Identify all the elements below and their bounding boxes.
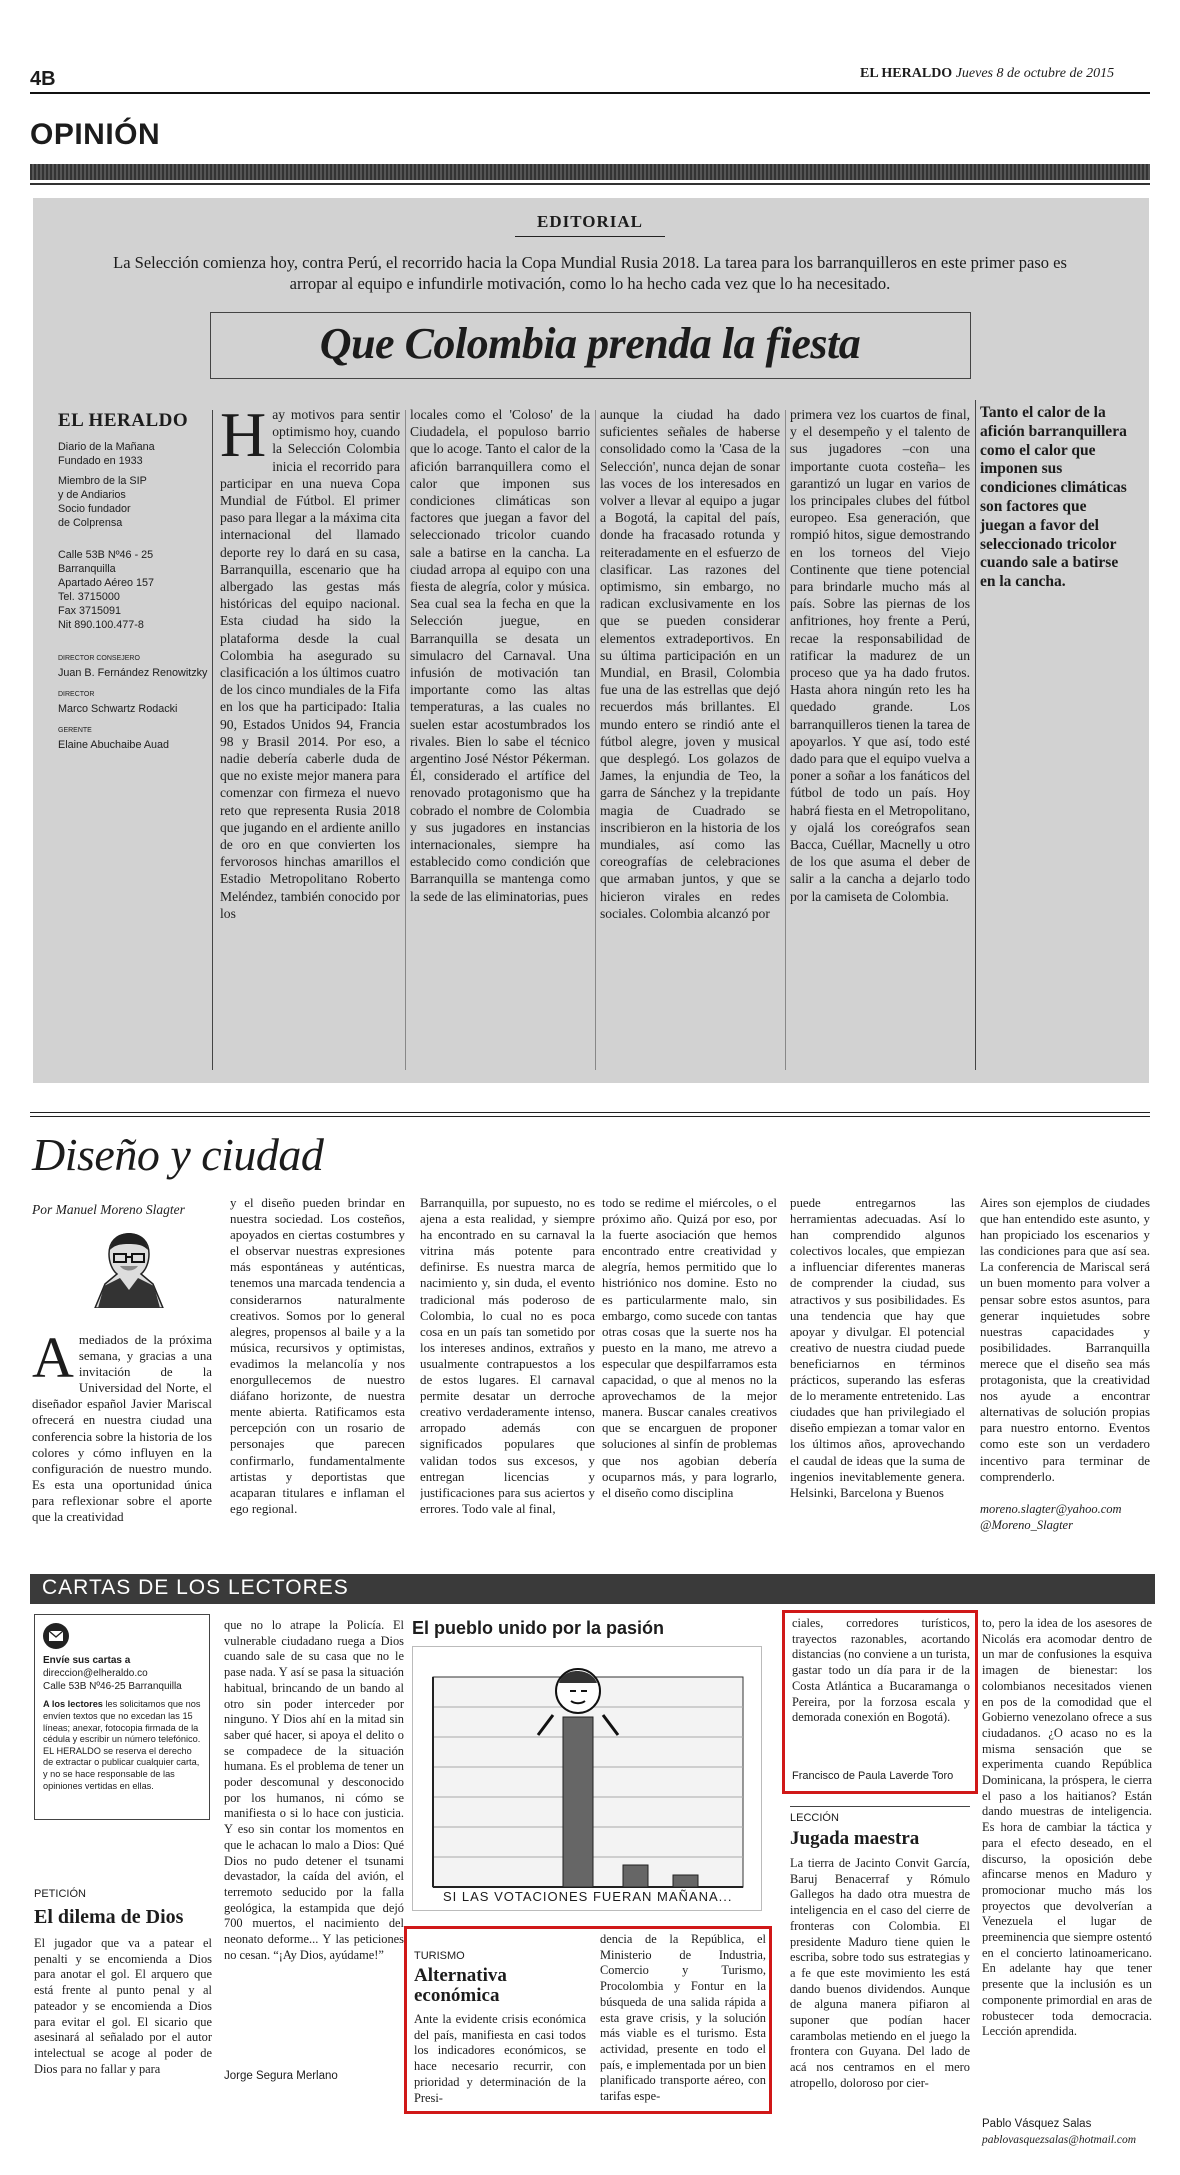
author-email[interactable]: moreno.slagter@yahoo.com bbox=[980, 1502, 1122, 1516]
masthead-line: de Colprensa bbox=[58, 517, 123, 529]
editorial-kicker: EDITORIAL bbox=[537, 212, 643, 231]
editorial-pullquote: Tanto el calor de la afición barranquillera como el calor que imponen sus condiciones climáticas son factores que juegan a favor del seleccionado tricolor cuando sale a batirse en la cancha. bbox=[980, 404, 1127, 591]
letter3-kicker: LECCIÓN bbox=[790, 1812, 839, 1824]
masthead-role: DIRECTOR CONSEJERO bbox=[58, 655, 140, 662]
political-cartoon bbox=[412, 1646, 762, 1911]
submission-box bbox=[34, 1614, 210, 1820]
letter3-body-a: La tierra de Jacinto Convit García, Baruj Benacerraf y Rómulo Gallegos ha dado otra muestra de inteligencia en el caso del cierre de fronteras con Colombia. El presidente Maduro tiene quien le escriba, sobre todo sus estrategias y a fe que este movimiento les está dando buenos dividendos. Aunque de alguna manera pifiaron al suponer que podían hacer carambolas metiendo en el juego la frontera con Guyana. Del lado de acá nos centramos en el mero atropello, doloroso por cier- bbox=[790, 1856, 970, 2090]
letter2-signature: Francisco de Paula Laverde Toro bbox=[792, 1770, 954, 1782]
author-portrait bbox=[88, 1226, 170, 1308]
column-body-col4: todo se redime el miércoles, o el próximo año. Quizá por eso, por la fuerte asociación que hemos encontrado entre creatividad y alegría, hemos permitido que lo histriónico nos domine. Esto no es particularmente malo, sin embargo, como sucede con tantas otras cosas que la suerte nos ha puesto en la mano, me atrevo a especular que despilfarramos esta capacidad, o que al menos no la aprovechamos de la mejor manera. Buscar canales creativos que se encarguen de proponer soluciones al sinfín de problemas que nos agobian debería ocuparnos más, y para lograrlo, el diseño como disciplina bbox=[602, 1196, 777, 1500]
column-title: Diseño y ciudad bbox=[32, 1129, 324, 1180]
paper-name: EL HERALDO bbox=[860, 66, 953, 81]
section-title: OPINIÓN bbox=[30, 118, 161, 151]
editorial-deck: La Selección comienza hoy, contra Perú, el recorrido hacia la Copa Mundial Rusia 2018. La tarea para los barranquilleros en este primer paso es arropar al equipo e infundirle motivación, como lo ha hecho cada vez que lo ha necesitado. bbox=[113, 253, 1067, 293]
letter1-title: El dilema de Dios bbox=[34, 1906, 184, 1928]
send-title: Envíe sus cartas a bbox=[43, 1655, 131, 1666]
letter1-body-a: El jugador que va a patear el penalti y se encomienda a Dios para anotar el gol. El arquero que está frente al punto penal y al pateador y se encomienda a Dios para evitar el gol. El sicario que asesinará al señalado por el autor intelectual se acoge al poder de Dios para no fallar y para bbox=[34, 1936, 212, 2076]
masthead-line: Nit 890.100.477-8 bbox=[58, 619, 144, 631]
letter3-email[interactable]: pablovasquezsalas@hotmail.com bbox=[982, 2134, 1137, 2146]
column-body-col3: Barranquilla, por supuesto, no es ajena a esta realidad, y siempre ha encontrado en su carnaval la vitrina más potente para definirse. Es nuestra marca de nacimiento y, sin duda, el evento tradicional más poderoso de Colombia, lo cual no es poca cosa en un país tan sometido por los intereses andinos, extraños y usualmente contrapuestos a los de estos lugares. El carnaval permite desatar un derroche creativo verdaderamente intenso, arropado además con significados populares que validan todos sus excesos, y entregan licencias y justificaciones para sus aciertos y errores. Todo vale al final, bbox=[420, 1196, 595, 1516]
editorial-body-col4: primera vez los cuartos de final, y el desempeño y el talento de sus jugadores –con una importante cuota costeña– les garantizó un lugar en varios de los principales clubes del fútbol europeo. Esa generación, que rompió hitos, sigue demostrando en los torneos del Viejo Continente que tiene potencial para brindarle mucho más al país. Sobre las piernas de los anfitriones, hoy frente a Perú, recae la responsabilidad de ratificar la madurez de un proceso que ya ha dado frutos. Hasta ahora ningún reto les ha quedado grande. Los barranquilleros tienen la tarea de apoyarlos. Y que así, todo esté dado para que el equipo vuelva a poner a soñar a los fanáticos del fútbol de todo un país. Hoy habrá fiesta en el Metropolitano, y ojalá los coreógrafos sean Bacca, Cuéllar, Macnelly u otro de los que asuma el deber de salir a la cancha a dejarlo todo por la camiseta de Colombia. bbox=[790, 407, 970, 904]
running-header bbox=[860, 66, 1114, 82]
masthead-person: Elaine Abuchaibe Auad bbox=[58, 739, 170, 751]
column-body-col2: y el diseño pueden brindar en nuestra sociedad. Los costeños, apoyados en ciertas costumbres y el observar nuestras expresiones más espontáneas y auténticas, tenemos una marcada tendencia a considerarnos naturalmente creativos. Somos por lo general alegres, propensos al baile y a la música, recursivos y optimistas, evadimos la melancolía y nos enorgullecemos de nuestro diáfano horizonte, de nuestra mente abierta. Ratificamos esta percepción con un rosario de personajes que parecen confirmarlo, fundamentalmente artistas y deportistas que acaparan titulares e inflaman el ego regional. bbox=[230, 1196, 405, 1516]
page-number: 4B bbox=[30, 68, 56, 90]
mail-icon bbox=[43, 1623, 69, 1649]
column-body-col1: Amediados de la próxima semana, y gracias a una invitación de la Universidad del Norte, el diseñador español Javier Mariscal ofrecerá en nuestra ciudad una conferencia sobre la historia de los colores y cómo influyen en la configuración de nuestro mundo. Es esta una oportunidad única para reflexionar sobre el aporte que la creatividad bbox=[32, 1332, 212, 1525]
masthead-line: Barranquilla bbox=[58, 563, 116, 575]
letters-banner-title: CARTAS DE LOS LECTORES bbox=[42, 1576, 349, 1599]
masthead-line: Fundado en 1933 bbox=[58, 455, 143, 467]
masthead-role: DIRECTOR bbox=[58, 691, 95, 698]
masthead-person: Marco Schwartz Rodacki bbox=[58, 703, 178, 715]
editorial-body-col1: Hay motivos para sentir optimismo hoy, cuando la Selección Colombia inicia el recorrido para participar en una nueva Copa Mundial de Fútbol. El primer paso para llegar a la máxima cita internacional del llamado deporte rey lo dará en su casa, Barranquilla, escenario que ha albergado las gestas más históricas del equipo nacional. Esta ciudad ha sido la plataforma desde la cual Colombia ha asegurado su clasificación a los últimos cuatro de los cinco mundiales de la Fifa en los que ha participado: Italia 90, Estados Unidos 94, Francia 98 y Brasil 2014. Por eso, a nadie debería caberle duda de que no existe mejor manera para comenzar con firmeza el nuevo reto que representa Rusia 2018 que jugando en el ardiente anillo de oro en que convierten los fervorosos hinchas amarillos el Estadio Metropolitano Roberto Meléndez, también conocido por los bbox=[220, 406, 400, 921]
masthead-line: y de Andiarios bbox=[58, 489, 126, 501]
letter3-signature: Pablo Vásquez Salas bbox=[982, 2118, 1092, 2130]
masthead-name: EL HERALDO bbox=[58, 410, 189, 431]
letters-banner bbox=[30, 1574, 1155, 1604]
masthead-line: Apartado Aéreo 157 bbox=[58, 577, 155, 589]
policy-lead: A los lectores bbox=[43, 1699, 103, 1710]
section-rule bbox=[30, 164, 1150, 180]
letter1-signature: Jorge Segura Merlano bbox=[224, 2070, 338, 2082]
send-address: Calle 53B Nº46-25 Barranquilla bbox=[43, 1680, 182, 1692]
letter2-body-b: dencia de la República, el Ministerio de Industria, Comercio y Turismo, Procolombia y Fontur en la búsqueda de una salida rápida a esta grave crisis, y la solución más viable es el turismo. Esta actividad, presente en todo el país, e implementada por un bien planificado transporte aéreo, con tarifas espe- bbox=[600, 1932, 766, 2104]
column-body-col5: puede entregarnos las herramientas adecuadas. Así lo han comprendido algunos colectivos locales, que empiezan a influenciar diferentes maneras de comprender la ciudad, sus atractivos y sus posibilidades. Es una tendencia que hay que apoyar y divulgar. El potencial creativo de nuestra ciudad puede beneficiarnos en términos prácticos, superando las esferas de lo meramente entretenido. Las ciudades que han privilegiado el diseño empiezan a tomar valor en los últimos años, aprovechando el caudal de ideas que la suma de ingenios inevitablemente genera. Helsinki, Barcelona y Buenos bbox=[790, 1196, 965, 1500]
drop-cap: H bbox=[220, 406, 267, 470]
masthead-line: Diario de la Mañana bbox=[58, 441, 155, 453]
editorial-body-col2: locales como el 'Coloso' de la Ciudadela, el populoso barrio que lo acoge. Tanto el calor de la afición barranquillera como el calor que imponen sus condiciones climáticas son factores que juegan a favor del seleccionado tricolor cuando sale a batirse en la cancha. La ciudad arropa al equipo con una fiesta de alegría, color y música. Sea cual sea la fecha en que la Selección juegue, en Barranquilla se desata un simulacro del Carnaval. Una infusión de motivación tan importante como las altas temperaturas, a las cuales no suelen estar acostumbrados los rivales. Bien lo sabe el técnico argentino José Néstor Pékerman. Él, considerado el artífice del renovado protagonismo que ha cobrado el nombre de Colombia y sus jugadores en instancias internacionales, siempre ha establecido como condición que Barranquilla se mantenga como la sede de las eliminatorias, pues bbox=[410, 407, 590, 904]
letter1-kicker: PETICIÓN bbox=[34, 1888, 86, 1900]
letter2-title: Alternativa económica bbox=[414, 1965, 507, 2006]
masthead-line: Miembro de la SIP bbox=[58, 475, 147, 487]
masthead-person: Juan B. Fernández Renowitzky bbox=[58, 667, 208, 679]
masthead-line: Socio fundador bbox=[58, 503, 131, 515]
masthead-role: GERENTE bbox=[58, 727, 92, 734]
letter1-body-b: que no lo atrape la Policía. El vulnerable ciudadano ruega a Dios cuando sale de su casa que no le pase nada. Y así se pasa la situación habitual, brincando de un bando al otro sin poder interceder por ninguno. Y Dios ahí en la mitad sin saber qué hacer, si apoya el delito o se compadece de la situación humana. Es el problema de tener un poder descomunal y desconocido por los humanos, ni cómo se manifiesta o si lo hace con justicia. Y eso sin contar los momentos en que le achacan lo malo a Dios: Qué Dios no pudo detener el tsunami devastador, la caída del avión, el terremoto seducido por la falla geológica, la estampida que dejó 700 muertos, el nacimiento del neonato deforme... Y las peticiones no cesan. “¡Ay Dios, ayúdame!” bbox=[224, 1618, 404, 1962]
drop-cap: A bbox=[32, 1332, 74, 1390]
masthead-line: Calle 53B Nº46 - 25 bbox=[58, 549, 154, 561]
column-body-col6: Aires son ejemplos de ciudades que han entendido este asunto, y han propiciado los escenarios y las condiciones para que así sea. La conferencia de Mariscal será un buen momento para volver a pensar sobre estos asuntos, para generar inquietudes sobre nuestras capacidades y posibilidades. Barranquilla merece que el diseño sea más protagonista, que la creatividad nos ayude a encontrar alternativas de solución propias para nuestro entorno. Eventos como este son un verdadero incentivo para terminar de comprenderlo. bbox=[980, 1196, 1150, 1484]
issue-date: Jueves 8 de octubre de 2015 bbox=[955, 66, 1115, 81]
letter3-title: Jugada maestra bbox=[790, 1828, 920, 1849]
editorial-body-col3: aunque la ciudad ha dado suficientes señales de haberse consolidado como la 'Casa de la Selección', nunca dejan de sonar las voces de los interesados en volver a llevar al equipo a jugar a Bogotá, la capital del país, donde ha fracasado rotunda y reiteradamente en el esfuerzo de clasificar. Las razones del optimismo, sin embargo, no radican exclusivamente en los que se pueden considerar elementos extradeportivos. En su última participación en un Mundial, en Brasil, Colombia fue una de las estrellas que dejó recuerdos más brillantes. El mundo entero se rindió ante el fútbol alegre, joven y musical que desplegó. Los golazos de James, la enjundia de Teo, la garra de Sánchez y la trepidante magia de Cuadrado se inscribieron en la historia de los mundiales, así como las coreografías de celebraciones que armaban juntos, y que se hicieron virales en redes sociales. Colombia alcanzó por bbox=[600, 407, 780, 921]
letter2-body-c: ciales, corredores turísticos, trayectos razonables, acortando distancias (no conviene a un turista, gastar todo un día para ir de la Costa Atlántica a Bucaramanga o Pereira, por la forzosa escala y demorada conexión en Bogotá). bbox=[792, 1616, 970, 1725]
masthead bbox=[58, 410, 208, 752]
letter3-body-b: to, pero la idea de los asesores de Nicolás era acomodar dentro de un mar de confusiones la esquiva imagen de bienestar: los colombianos necesitados vienen en pos de la comodidad que el Gobierno venezolano ofrece a sus ciudadanos. ¿O acaso no es la misma sensación que se experimenta cuando República Dominicana, la próspera, le cierra el paso a los haitianos? Están dando muestras de inteligencia. Es hora de cambiar la táctica y para el efecto deseado, en el discurso, la oposición debe afincarse menos en Maduro y promocionar mucho más los proyectos que devolverían a Venezuela el lugar de preeminencia que siempre ostentó en el concierto latinoamericano. En adelante hay que tener presente que la inclusión es un componente primordial en aras de robustecer toda democracia. Lección aprendida. bbox=[982, 1616, 1152, 2039]
masthead-line: Tel. 3715000 bbox=[58, 591, 120, 603]
letter2-body-a: Ante la evidente crisis económica del país, manifiesta en casi todos los indicadores económicos, se hace necesario recurrir, con prioridad y determinación de la Presi- bbox=[414, 2012, 586, 2105]
editorial-title: Que Colombia prenda la fiesta bbox=[319, 319, 861, 368]
send-email[interactable]: direccion@elheraldo.co bbox=[43, 1667, 148, 1679]
cartoon-title: El pueblo unido por la pasión bbox=[412, 1618, 664, 1638]
cartoon-caption: SI LAS VOTACIONES FUERAN MAÑANA... bbox=[443, 1889, 733, 1904]
column-byline: Por Manuel Moreno Slagter bbox=[32, 1202, 185, 1217]
letter2-kicker: TURISMO bbox=[414, 1950, 465, 1962]
author-twitter[interactable]: @Moreno_Slagter bbox=[980, 1518, 1073, 1532]
masthead-line: Fax 3715091 bbox=[58, 605, 122, 617]
policy-text: les solicitamos que nos envíen textos que no excedan las 15 líneas; anexar, fotocopia firmada de la cédula y escribir un número telefónico. EL HERALDO se reserva el derecho de extractar o publicar cualquier carta, y no se hace responsable de las opiniones vertidas en ellas. bbox=[43, 1699, 201, 1791]
